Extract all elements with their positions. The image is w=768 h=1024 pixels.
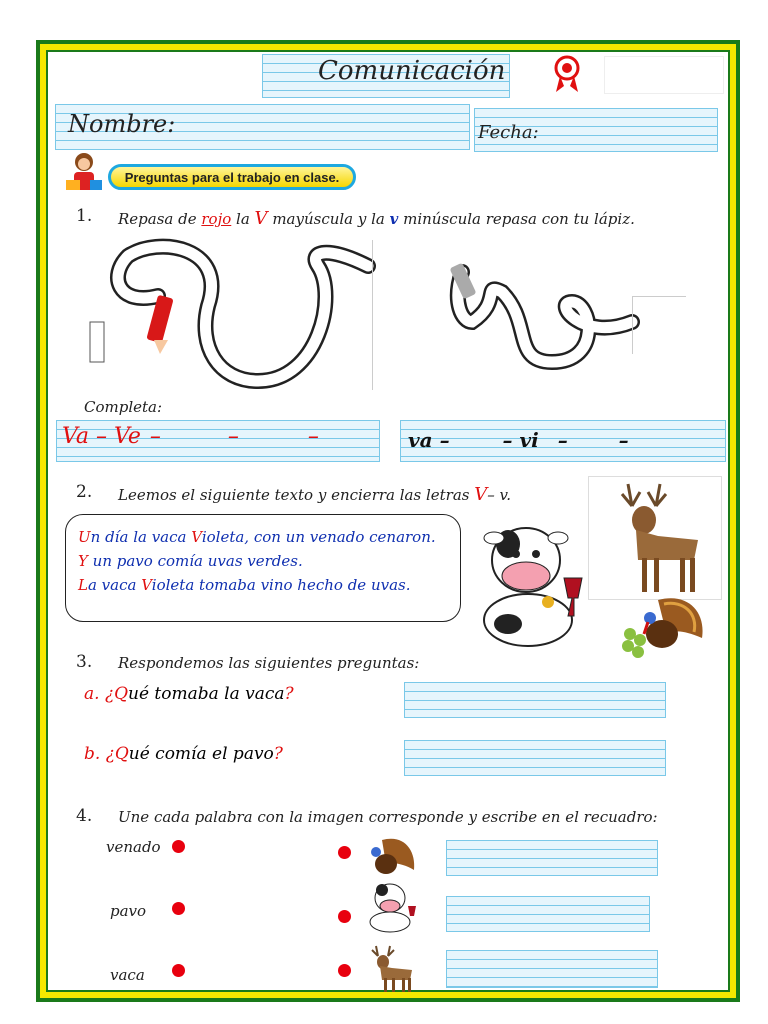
- question-a-label: a.: [84, 684, 100, 704]
- dash: –: [149, 424, 161, 449]
- question-a-text: ué tomaba la vaca: [128, 684, 285, 704]
- q2-text: Leemos el siguiente texto y encierra las letras: [118, 486, 475, 504]
- match-dot-left[interactable]: [172, 964, 185, 977]
- q1-number: 1.: [76, 206, 93, 226]
- dash: –: [618, 428, 629, 452]
- cap-letter: V: [191, 528, 202, 546]
- q4-number: 4.: [76, 806, 93, 826]
- cap-letter: L: [78, 576, 88, 594]
- complete-upper-row: [62, 424, 319, 449]
- cap-letter: V: [141, 576, 152, 594]
- reading-line-3: [78, 573, 460, 597]
- dash: –: [307, 424, 319, 449]
- question-open: ¿Q: [104, 684, 129, 704]
- trace-upper-v: [88, 236, 378, 390]
- q1-text-2: la: [231, 210, 255, 228]
- match-dot-right[interactable]: [338, 846, 351, 859]
- question-open: ¿Q: [105, 744, 129, 764]
- question-close: ?: [284, 684, 294, 704]
- cap-letter: Y: [78, 552, 88, 570]
- word-pavo: pavo: [110, 902, 147, 920]
- dash: –: [95, 424, 107, 449]
- dash: –: [227, 424, 239, 449]
- dash: –: [502, 428, 513, 452]
- q1-color-word: rojo: [201, 210, 232, 228]
- q1-text-4: minúscula repasa con tu lápiz.: [398, 210, 635, 228]
- q1-upper-letter: V: [254, 208, 268, 229]
- deer-icon: [598, 480, 708, 600]
- q1-text-1: Repasa de: [118, 210, 202, 228]
- reading-line-1: [78, 525, 460, 549]
- q1-lower-letter: v: [389, 210, 399, 228]
- question-b: [84, 744, 283, 764]
- answer-vaca-lines[interactable]: [446, 950, 658, 988]
- answer-pavo-lines[interactable]: [446, 896, 650, 932]
- line-text: ioleta, con un venado cenaron.: [201, 528, 436, 546]
- complete-lower-row: [408, 428, 629, 452]
- reading-textbox: [65, 514, 461, 622]
- turkey-small-icon: [364, 834, 416, 878]
- q1-instruction: [118, 208, 635, 229]
- name-label: Nombre:: [68, 110, 176, 138]
- dash: –: [439, 428, 450, 452]
- match-dot-right[interactable]: [338, 910, 351, 923]
- blank-corner: [632, 296, 686, 354]
- q2-sep: – v.: [487, 486, 511, 504]
- teacher-icon: [62, 150, 108, 196]
- class-banner: Preguntas para el trabajo en clase.: [108, 164, 356, 190]
- q2-letter: V: [474, 484, 488, 505]
- cow-icon: [468, 512, 600, 650]
- subject-title: Comunicación: [318, 56, 506, 86]
- deer-small-icon: [364, 944, 420, 994]
- trace-lower-v: [442, 262, 642, 382]
- match-dot-left[interactable]: [172, 840, 185, 853]
- q3-instruction: Respondemos las siguientes preguntas:: [118, 654, 420, 672]
- dash: –: [557, 428, 568, 452]
- cap-letter: U: [78, 528, 91, 546]
- reading-line-2: [78, 549, 460, 573]
- rosette-icon: [552, 54, 582, 94]
- question-close: ?: [273, 744, 283, 764]
- match-dot-right[interactable]: [338, 964, 351, 977]
- question-b-label: b.: [84, 744, 101, 764]
- cow-small-icon: [364, 876, 420, 934]
- q2-number: 2.: [76, 482, 93, 502]
- line-text: un pavo comía uvas verdes.: [87, 552, 303, 570]
- q4-instruction: Une cada palabra con la imagen corresponde y escribe en el recuadro:: [118, 808, 658, 826]
- syllable-vi-lower: vi: [519, 428, 539, 452]
- line-text: ioleta tomaba vino hecho de uvas.: [151, 576, 411, 594]
- syllable-ve-upper: Ve: [113, 424, 141, 449]
- answer-a-lines[interactable]: [404, 682, 666, 718]
- line-text: n día la vaca: [90, 528, 192, 546]
- date-label: Fecha:: [478, 122, 539, 143]
- complete-label: Completa:: [84, 398, 163, 416]
- turkey-icon: [618, 592, 708, 662]
- question-b-text: ué comía el pavo: [128, 744, 274, 764]
- line-text: a vaca: [87, 576, 142, 594]
- q2-instruction: [118, 484, 511, 505]
- match-dot-left[interactable]: [172, 902, 185, 915]
- q1-text-3: mayúscula y la: [267, 210, 390, 228]
- trace-divider: [372, 240, 373, 390]
- syllable-va-lower: va: [408, 428, 433, 452]
- answer-b-lines[interactable]: [404, 740, 666, 776]
- word-vaca: vaca: [110, 966, 145, 984]
- syllable-va-upper: Va: [62, 424, 89, 449]
- question-a: [84, 684, 294, 704]
- blank-box: [604, 56, 724, 94]
- word-venado: venado: [106, 838, 161, 856]
- answer-venado-lines[interactable]: [446, 840, 658, 876]
- q3-number: 3.: [76, 652, 93, 672]
